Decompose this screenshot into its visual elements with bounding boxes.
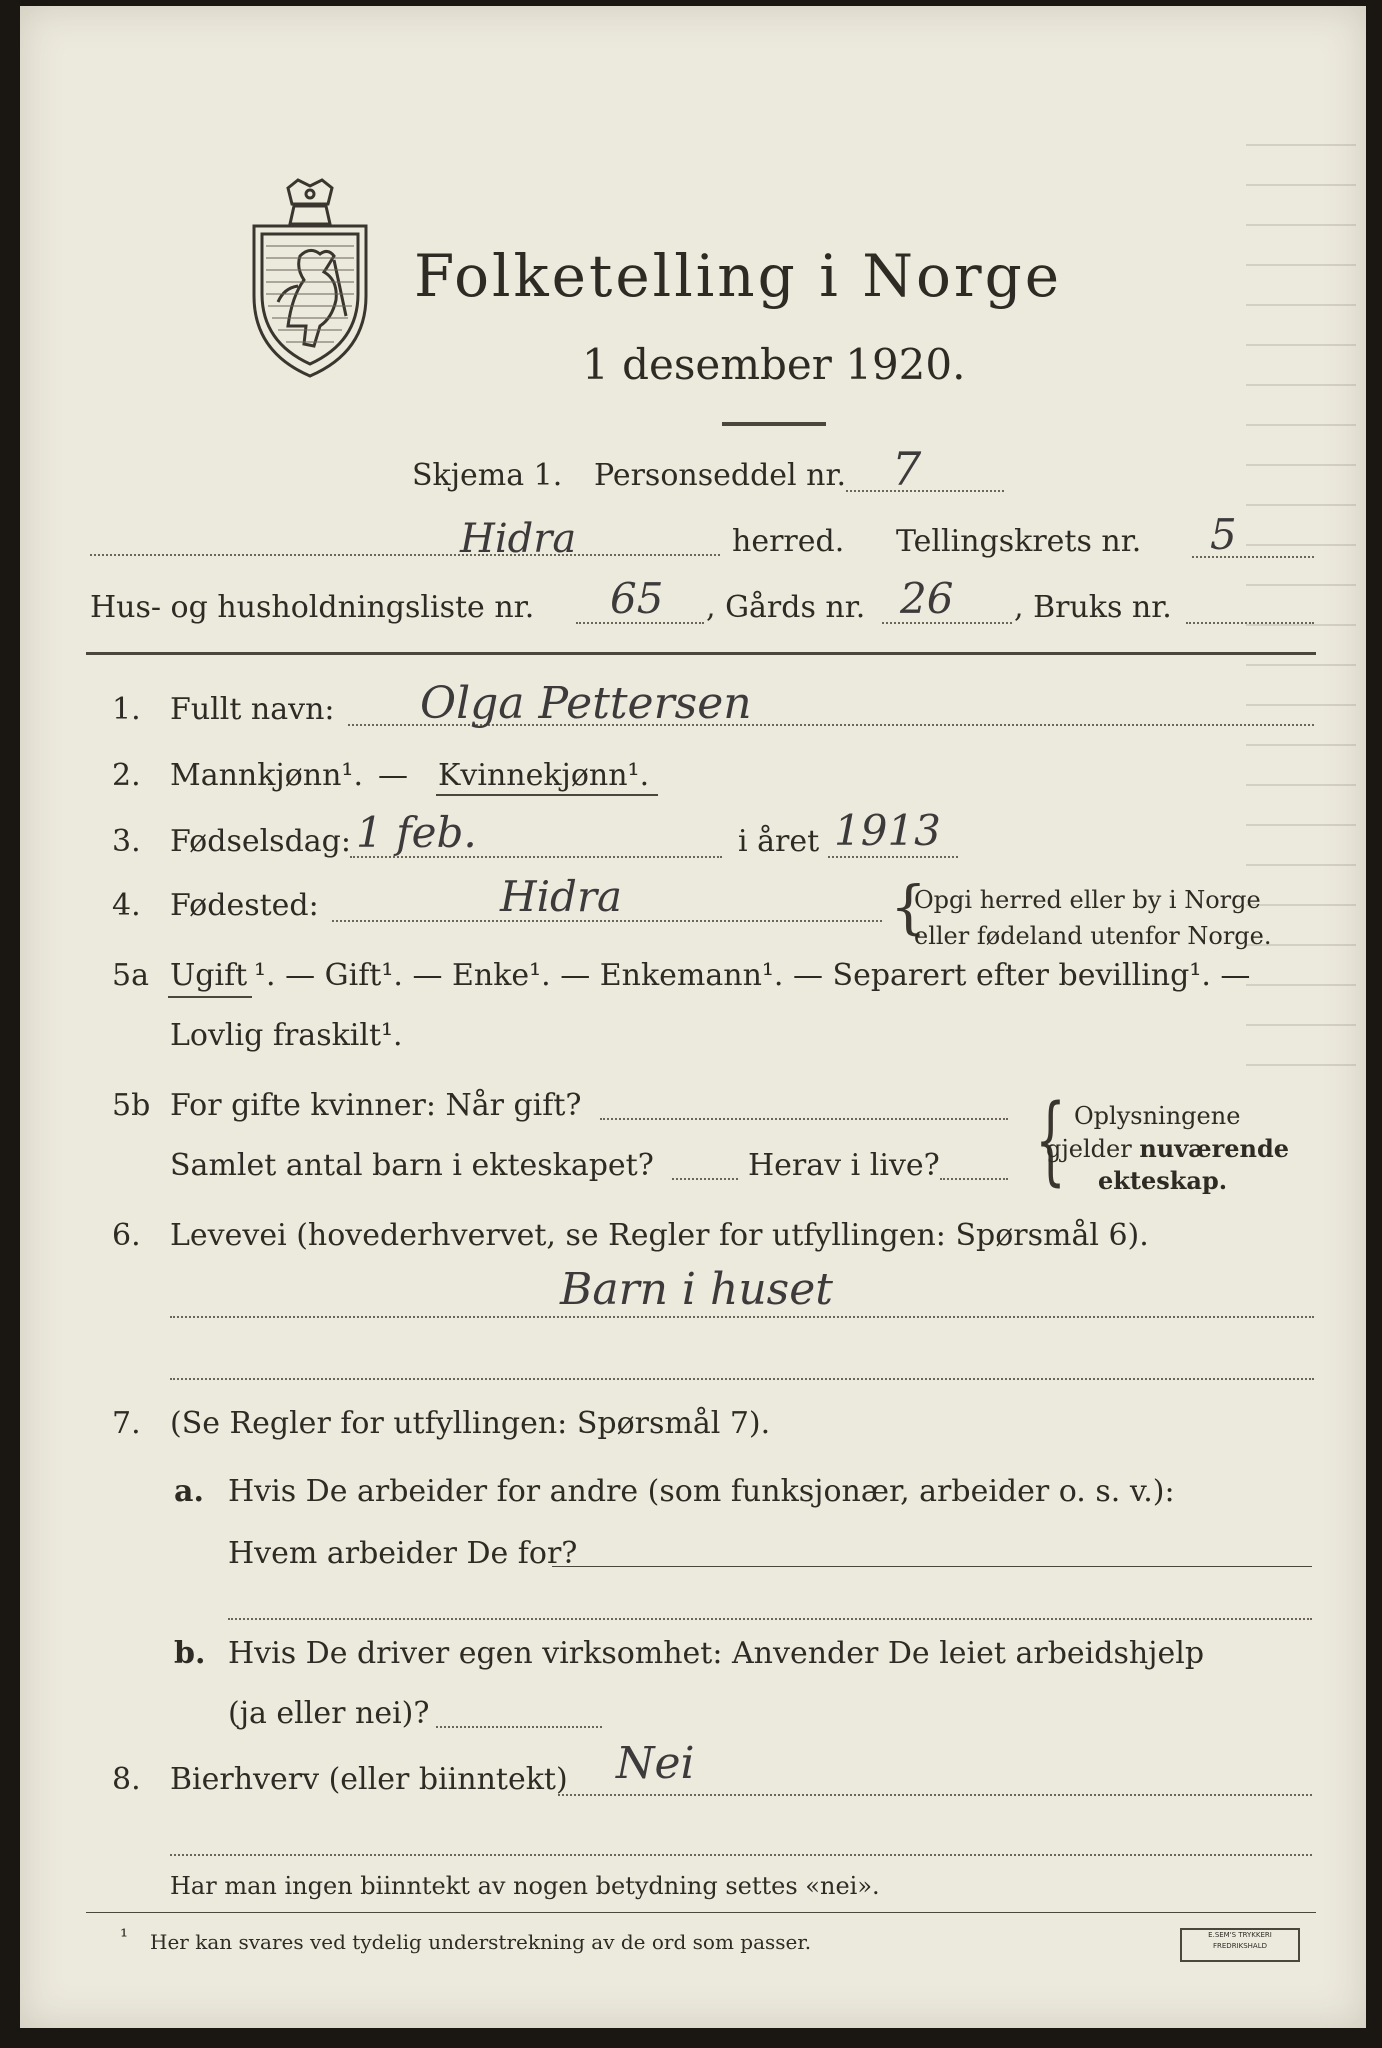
q2-dash: — bbox=[378, 758, 408, 793]
form-date: 1 desember 1920. bbox=[582, 340, 966, 389]
personseddel-line bbox=[846, 490, 1004, 492]
birthday-value[interactable]: 1 feb. bbox=[356, 808, 477, 857]
q5a-number: 5a bbox=[112, 958, 149, 993]
q5b-note-3: ekteskap. bbox=[1098, 1166, 1228, 1195]
q7a-letter: a. bbox=[174, 1474, 204, 1509]
q4-note-2: eller fødeland utenfor Norge. bbox=[914, 922, 1272, 950]
divorced-option[interactable]: Lovlig fraskilt¹. bbox=[170, 1018, 403, 1053]
q4-note-1: Opgi herred eller by i Norge bbox=[914, 886, 1261, 914]
q6-number: 6. bbox=[112, 1218, 141, 1253]
occupation-line-2 bbox=[170, 1378, 1314, 1380]
birth-year-value[interactable]: 1913 bbox=[834, 806, 941, 855]
census-form bbox=[20, 6, 1366, 2028]
herred-line bbox=[90, 554, 720, 556]
hired-help-line[interactable] bbox=[436, 1726, 602, 1728]
birthplace-value[interactable]: Hidra bbox=[500, 872, 623, 921]
tellingskrets-label: Tellingskrets nr. bbox=[896, 524, 1142, 559]
q7-label: (Se Regler for utfyllingen: Spørsmål 7). bbox=[170, 1406, 771, 1441]
bleed-through-text bbox=[1236, 106, 1366, 1206]
q5b-number: 5b bbox=[112, 1088, 151, 1123]
q5b-children-label: Samlet antal barn i ekteskapet? bbox=[170, 1148, 654, 1183]
gards-label: , Gårds nr. bbox=[706, 590, 866, 625]
title-divider bbox=[722, 422, 826, 426]
employer-line[interactable] bbox=[552, 1566, 1312, 1567]
year-line bbox=[828, 856, 958, 858]
tellingskrets-value[interactable]: 5 bbox=[1210, 510, 1237, 559]
q7b-line-1: Hvis De driver egen virksomhet: Anvender De leiet arbeidshjelp bbox=[228, 1636, 1205, 1671]
occupation-line-1 bbox=[170, 1316, 1314, 1318]
year-label: i året bbox=[738, 824, 820, 859]
q7-number: 7. bbox=[112, 1406, 141, 1441]
side-income-value[interactable]: Nei bbox=[616, 1738, 695, 1789]
q6-label: Levevei (hovederhvervet, se Regler for utfyllingen: Spørsmål 6). bbox=[170, 1218, 1149, 1253]
female-underline bbox=[436, 794, 658, 796]
footnote: Her kan svares ved tydelig understrekning av de ord som passer. bbox=[150, 1930, 812, 1954]
q1-label: Fullt navn: bbox=[170, 692, 335, 727]
stamp-line-2: FREDRIKSHALD bbox=[1212, 1942, 1267, 1950]
q5b-note-2: gjelder nuværende bbox=[1046, 1134, 1290, 1163]
q7a-line-2: Hvem arbeider De for? bbox=[228, 1536, 578, 1571]
q1-number: 1. bbox=[112, 692, 141, 727]
header-divider bbox=[86, 652, 1316, 655]
form-title: Folketelling i Norge bbox=[414, 242, 1063, 310]
husliste-value[interactable]: 65 bbox=[610, 574, 664, 623]
married-when-line bbox=[600, 1118, 1008, 1120]
male-option[interactable]: Mannkjønn¹. bbox=[170, 758, 363, 793]
q8-label: Bierhverv (eller biinntekt) bbox=[170, 1762, 568, 1797]
side-income-line bbox=[558, 1794, 1312, 1796]
children-line bbox=[672, 1178, 738, 1180]
q5b-brace: { bbox=[1035, 1084, 1066, 1196]
q5b-line-1: For gifte kvinner: Når gift? bbox=[170, 1088, 582, 1123]
unmarried-underline bbox=[168, 996, 252, 998]
personseddel-label: Personseddel nr. bbox=[594, 458, 847, 493]
gards-value[interactable]: 26 bbox=[900, 574, 954, 623]
footer-note: Har man ingen biinntekt av nogen betydning settes «nei». bbox=[170, 1872, 880, 1900]
full-name-value[interactable]: Olga Pettersen bbox=[420, 678, 752, 729]
norwegian-coat-of-arms-icon bbox=[248, 176, 372, 380]
marital-options[interactable]: ¹. — Gift¹. — Enke¹. — Enkemann¹. — Separert efter bevilling¹. — bbox=[254, 958, 1251, 993]
footer-divider bbox=[86, 1912, 1316, 1913]
side-income-line-2 bbox=[170, 1854, 1312, 1856]
husliste-label: Hus- og husholdningsliste nr. bbox=[90, 590, 535, 625]
personseddel-value[interactable]: 7 bbox=[892, 442, 922, 496]
herred-label: herred. bbox=[732, 524, 845, 559]
q7a-line-1: Hvis De arbeider for andre (som funksjonær, arbeider o. s. v.): bbox=[228, 1474, 1175, 1509]
bruks-label: , Bruks nr. bbox=[1014, 590, 1172, 625]
herred-value[interactable]: Hidra bbox=[460, 516, 577, 562]
q5b-alive-label: Herav i live? bbox=[748, 1148, 940, 1183]
q8-number: 8. bbox=[112, 1762, 141, 1797]
occupation-value[interactable]: Barn i huset bbox=[560, 1264, 833, 1315]
footnote-mark: ¹ bbox=[120, 1924, 129, 1948]
schema-label: Skjema 1. bbox=[412, 458, 563, 493]
stamp-line-1: E.SEM'S TRYKKERI bbox=[1208, 1931, 1272, 1939]
printer-stamp bbox=[1180, 1928, 1300, 1962]
q3-label: Fødselsdag: bbox=[170, 824, 351, 859]
q4-number: 4. bbox=[112, 888, 141, 923]
female-option-selected[interactable]: Kvinnekjønn¹. bbox=[438, 758, 650, 793]
q2-number: 2. bbox=[112, 758, 141, 793]
alive-line bbox=[940, 1178, 1008, 1180]
q5b-note-1: Oplysningene bbox=[1074, 1102, 1241, 1130]
q7b-letter: b. bbox=[174, 1636, 206, 1671]
q4-brace: { bbox=[890, 873, 927, 941]
unmarried-option-selected[interactable]: Ugift bbox=[170, 958, 248, 993]
employer-line-2 bbox=[228, 1618, 1312, 1620]
bruks-line bbox=[1186, 622, 1314, 624]
q7b-line-2: (ja eller nei)? bbox=[228, 1696, 430, 1731]
q4-label: Fødested: bbox=[170, 888, 319, 923]
q3-number: 3. bbox=[112, 824, 141, 859]
